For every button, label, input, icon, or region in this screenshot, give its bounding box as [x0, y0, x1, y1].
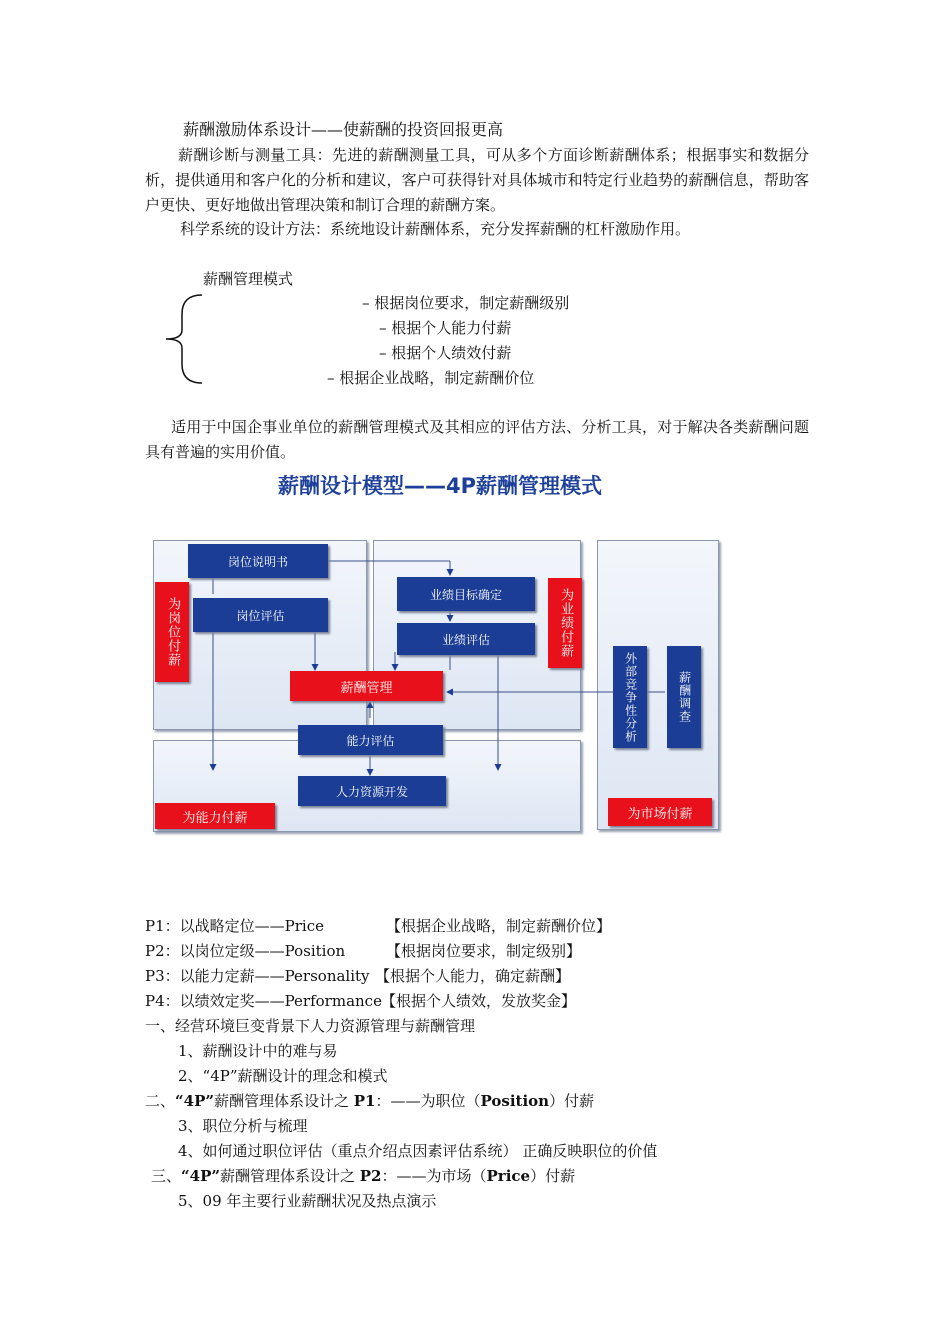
paragraph-applicability: 适用于中国企事业单位的薪酬管理模式及其相应的评估方法、分析工具，对于解决各类薪酬问题具有普遍的实用价值。 [145, 418, 809, 461]
outline-item-4: 4、如何通过职位评估（重点介绍点因素评估系统） 正确反映职位的价值 [178, 1142, 658, 1160]
job-description-box: 岗位说明书 [188, 544, 328, 578]
mode-item-performance: – 根据个人绩效付薪 [379, 344, 512, 362]
pay-for-ability-label: 为能力付薪 [155, 803, 275, 829]
performance-evaluation-box: 业绩评估 [397, 623, 535, 655]
mode-item-ability: – 根据个人能力付薪 [379, 319, 512, 337]
ability-evaluation-box: 能力评估 [298, 725, 443, 755]
mode-title: 薪酬管理模式 [203, 270, 294, 288]
document-heading: 薪酬激励体系设计——使薪酬的投资回报更高 [183, 120, 504, 139]
job-evaluation-box: 岗位评估 [193, 598, 328, 632]
p1-label: P1：以战略定位——Price [145, 917, 324, 935]
outline-section-3: 三、“4P”薪酬管理体系设计之 P2：——为市场（Price）付薪 [151, 1167, 576, 1185]
outline-section-1: 一、经营环境巨变背景下人力资源管理与薪酬管理 [145, 1017, 476, 1035]
pay-for-performance-label: 为业绩付薪 [548, 578, 582, 668]
pay-management-box: 薪酬管理 [290, 671, 443, 701]
p3-note: 【根据个人能力，确定薪酬】 [375, 967, 571, 985]
outline-item-2: 2、“4P”薪酬设计的理念和模式 [178, 1067, 388, 1085]
p1-note: 【根据企业战略，制定薪酬价位】 [386, 917, 612, 935]
p2-note: 【根据岗位要求，制定级别】 [386, 942, 582, 960]
paragraph-diagnosis: 薪酬诊断与测量工具：先进的薪酬测量工具，可从多个方面诊断薪酬体系；根据事实和数据分析，提供通用和客户化的分析和建议，客户可获得针对具体城市和特定行业趋势的薪酬信息，帮助客户更快、更好地做出管理决策和制订合理的薪酬方案。 [145, 146, 809, 214]
outline-item-5: 5、09 年主要行业薪酬状况及热点演示 [178, 1192, 437, 1210]
p4-note: 【根据个人绩效，发放奖金】 [381, 992, 577, 1010]
p4-label: P4：以绩效定奖——Performance [145, 992, 382, 1010]
paragraph-method: 科学系统的设计方法：系统地设计薪酬体系，充分发挥薪酬的杠杆激励作用。 [180, 220, 691, 238]
diagram-title: 薪酬设计模型——4P薪酬管理模式 [277, 474, 602, 498]
mode-item-strategy: – 根据企业战略，制定薪酬价位 [327, 369, 535, 387]
pay-survey-box: 薪酬调查 [667, 646, 701, 748]
outline-item-1: 1、薪酬设计中的难与易 [178, 1042, 338, 1060]
outline-section-2: 二、“4P”薪酬管理体系设计之 P1：——为职位（Position）付薪 [145, 1092, 595, 1110]
performance-goal-box: 业绩目标确定 [397, 577, 535, 611]
mode-item-position: – 根据岗位要求，制定薪酬级别 [362, 294, 570, 312]
brace-icon [160, 292, 206, 386]
4p-model-diagram [145, 470, 735, 840]
pay-for-position-label: 为岗位付薪 [155, 582, 189, 682]
pay-for-market-label: 为市场付薪 [608, 798, 712, 826]
p2-label: P2：以岗位定级——Position [145, 942, 346, 960]
p3-label: P3：以能力定薪——Personality [145, 967, 370, 985]
external-analysis-box: 外部竞争性分析 [613, 646, 647, 748]
outline-item-3: 3、职位分析与梳理 [178, 1117, 308, 1135]
hr-development-box: 人力资源开发 [298, 776, 446, 806]
